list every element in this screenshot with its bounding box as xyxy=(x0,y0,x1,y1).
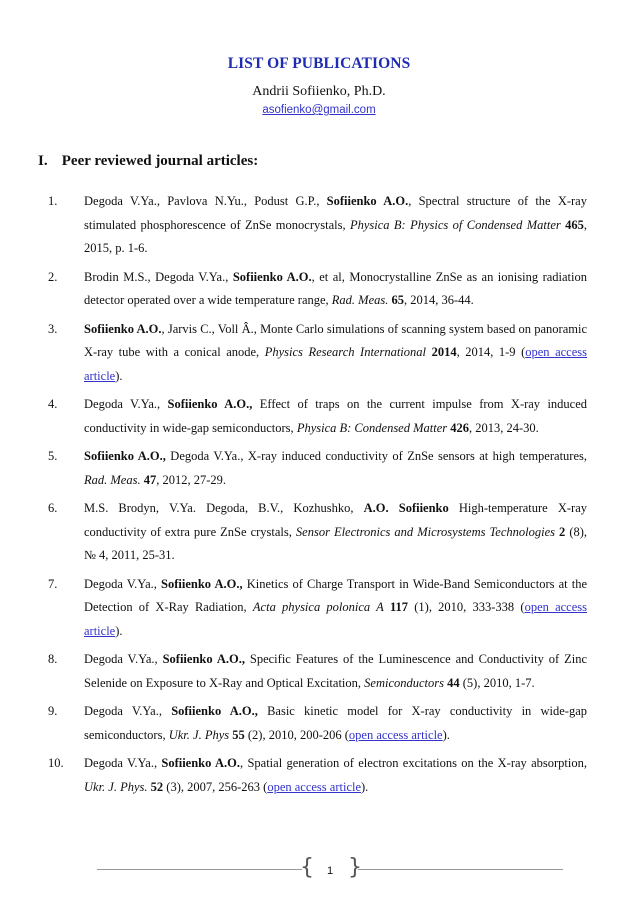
section-title: Peer reviewed journal articles: xyxy=(61,153,259,169)
publication-number: 9. xyxy=(48,704,58,718)
publication-item xyxy=(0,648,638,695)
citation-text: , 2015, p. 1-6. xyxy=(84,217,588,255)
citation-journal: Physica B: Condensed Matter xyxy=(296,420,448,435)
publication-citation xyxy=(84,497,587,568)
open-access-link[interactable]: open access article xyxy=(84,345,588,383)
publication-number: 3. xyxy=(48,321,58,336)
citation-journal: Ukr. J. Phys. xyxy=(84,779,148,794)
citation-bold: 465 xyxy=(565,217,584,232)
publication-citation xyxy=(84,700,587,747)
citation-text: (1), 2010, 333-338 ( xyxy=(408,600,525,614)
publication-item xyxy=(0,573,638,644)
citation-text: Degoda V.Ya., xyxy=(84,704,172,718)
publication-item xyxy=(0,752,638,799)
citation-text: (2), 2010, 200-206 ( xyxy=(244,727,349,742)
publication-citation xyxy=(84,393,587,440)
publication-citation xyxy=(84,190,587,261)
citation-bold: Sofiienko A.O., xyxy=(167,397,253,411)
publication-number: 2. xyxy=(48,269,58,284)
citation-bold: Sofiienko A.O. xyxy=(232,269,312,284)
citation-journal: Sensor Electronics and Microsystems Technologies xyxy=(295,524,556,539)
citation-bold: Sofiienko A.O., xyxy=(162,652,245,666)
citation-bold: Sofiienko A.O. xyxy=(161,756,241,770)
citation-text: Degoda V.Ya., xyxy=(84,652,163,666)
publication-item xyxy=(0,700,638,747)
citation-text: Degoda V.Ya., Pavlova N.Yu., Podust G.P., xyxy=(84,194,327,208)
section-number: I. xyxy=(38,153,48,169)
publication-item xyxy=(0,266,638,313)
citation-text: Specific Features of the Luminescence and Conductivity of Zinc Selenide on Exposure to X-Ray and Optical Excitation, xyxy=(84,652,587,690)
footer-rule-right xyxy=(358,869,563,870)
citation-text: (3), 2007, 256-263 ( xyxy=(163,779,268,794)
citation-text: ). xyxy=(361,779,369,794)
citation-text: High-temperature X-ray conductivity of extra pure ZnSe crystals, xyxy=(84,501,588,539)
publication-item xyxy=(0,497,638,568)
footer-brace-right: } xyxy=(348,855,362,880)
citation-bold: 55 xyxy=(232,727,245,742)
publication-item xyxy=(0,190,638,261)
open-access-link[interactable]: open access article xyxy=(267,779,362,794)
citation-text: (5), 2010, 1-7. xyxy=(459,675,535,690)
citation-journal: Rad. Meas. xyxy=(331,293,389,307)
citation-bold: 117 xyxy=(390,600,409,614)
open-access-link[interactable]: open access article xyxy=(84,600,587,638)
citation-text: ). xyxy=(442,727,450,742)
citation-bold: Sofiienko A.O. xyxy=(84,321,162,336)
section-heading xyxy=(38,153,258,170)
publication-number: 6. xyxy=(48,501,58,515)
citation-journal: Physics Research International xyxy=(264,345,427,359)
citation-text: Degoda V.Ya., xyxy=(84,397,168,411)
citation-bold: 426 xyxy=(450,420,469,435)
citation-text: , Spatial generation of electron excitations on the X-ray absorption, xyxy=(240,756,587,770)
citation-text: , 2014, 36-44. xyxy=(404,293,474,307)
citation-bold: 2 xyxy=(559,524,566,539)
citation-text: Degoda V.Ya., xyxy=(84,576,162,591)
citation-text: Degoda V.Ya., xyxy=(84,756,162,770)
document-title: LIST OF PUBLICATIONS xyxy=(227,55,411,72)
citation-bold: Sofiienko A.O. xyxy=(326,194,409,208)
citation-journal: Ukr. J. Phys xyxy=(168,727,230,742)
citation-text: ). xyxy=(115,368,123,383)
citation-journal: Semiconductors xyxy=(364,675,444,690)
citation-text: , Spectral structure of the X-ray stimulated phosphorescence of ZnSe monocrystals, xyxy=(84,194,587,232)
citation-text: M.S. Brodyn, V.Ya. Degoda, B.V., Kozhushko, xyxy=(84,501,364,515)
citation-bold: 47 xyxy=(143,472,157,487)
open-access-link[interactable]: open access article xyxy=(348,727,443,742)
citation-text: Effect of traps on the current impulse from X-ray induced conductivity in wide-gap semiconductors, xyxy=(84,397,588,435)
citation-text: ). xyxy=(115,623,123,638)
citation-text: , 2012, 27-29. xyxy=(156,472,227,487)
citation-text: Basic kinetic model for X-ray conductivity in wide-gap semiconductors, xyxy=(84,704,588,742)
publication-citation xyxy=(84,445,587,492)
publication-list xyxy=(0,190,638,804)
citation-journal: Physica B: Physics of Condensed Matter xyxy=(349,217,561,232)
citation-text: , et al, Monocrystalline ZnSe as an ionising radiation detector operated over a wide temperature range, xyxy=(84,269,587,307)
citation-text: (8), № 4, 2011, 25-31. xyxy=(84,524,588,562)
publication-number: 8. xyxy=(48,652,58,666)
publication-number: 10. xyxy=(48,756,64,770)
publication-citation xyxy=(84,573,587,644)
publication-number: 4. xyxy=(48,397,58,411)
citation-journal: Rad. Meas. xyxy=(84,472,141,487)
publication-item xyxy=(0,445,638,492)
citation-bold: 44 xyxy=(447,675,460,690)
publication-number: 1. xyxy=(48,194,58,208)
footer-brace-left: { xyxy=(300,855,314,880)
citation-text: Kinetics of Charge Transport in Wide-Band Semiconductors at the Detection of X-Ray Radiation, xyxy=(84,576,588,614)
publication-citation xyxy=(84,266,587,313)
citation-bold: Sofiienko A.O., xyxy=(84,449,166,463)
citation-journal: Acta physica polonica A xyxy=(252,600,384,614)
publication-citation xyxy=(84,752,587,799)
citation-bold: 65 xyxy=(391,293,405,307)
publication-number: 7. xyxy=(48,576,58,591)
page-number: 1 xyxy=(326,865,334,877)
citation-bold: 52 xyxy=(150,779,164,794)
citation-bold: 2014 xyxy=(431,345,457,359)
publication-item xyxy=(0,393,638,440)
footer-rule-left xyxy=(97,869,302,870)
citation-text: , Jarvis C., Voll Â., Monte Carlo simulations of scanning system based on panoramic X-ray tube with a conical anode, xyxy=(84,321,587,359)
citation-text: Brodin M.S., Degoda V.Ya., xyxy=(84,269,233,284)
citation-text: , 2014, 1-9 ( xyxy=(456,345,526,359)
email-link[interactable]: asofienko@gmail.com xyxy=(262,104,376,116)
publication-citation xyxy=(84,318,587,389)
citation-text: , 2013, 24-30. xyxy=(469,420,539,435)
publication-item xyxy=(0,318,638,389)
citation-bold: Sofiienko A.O., xyxy=(161,576,243,591)
publication-number: 5. xyxy=(48,449,58,463)
author-name: Andrii Sofiienko, Ph.D. xyxy=(252,84,386,99)
citation-text: Degoda V.Ya., X-ray induced conductivity of ZnSe sensors at high temperatures, xyxy=(165,449,587,463)
citation-bold: Sofiienko A.O., xyxy=(171,704,258,718)
publication-citation xyxy=(84,648,587,695)
citation-bold: A.O. Sofiienko xyxy=(363,501,449,515)
